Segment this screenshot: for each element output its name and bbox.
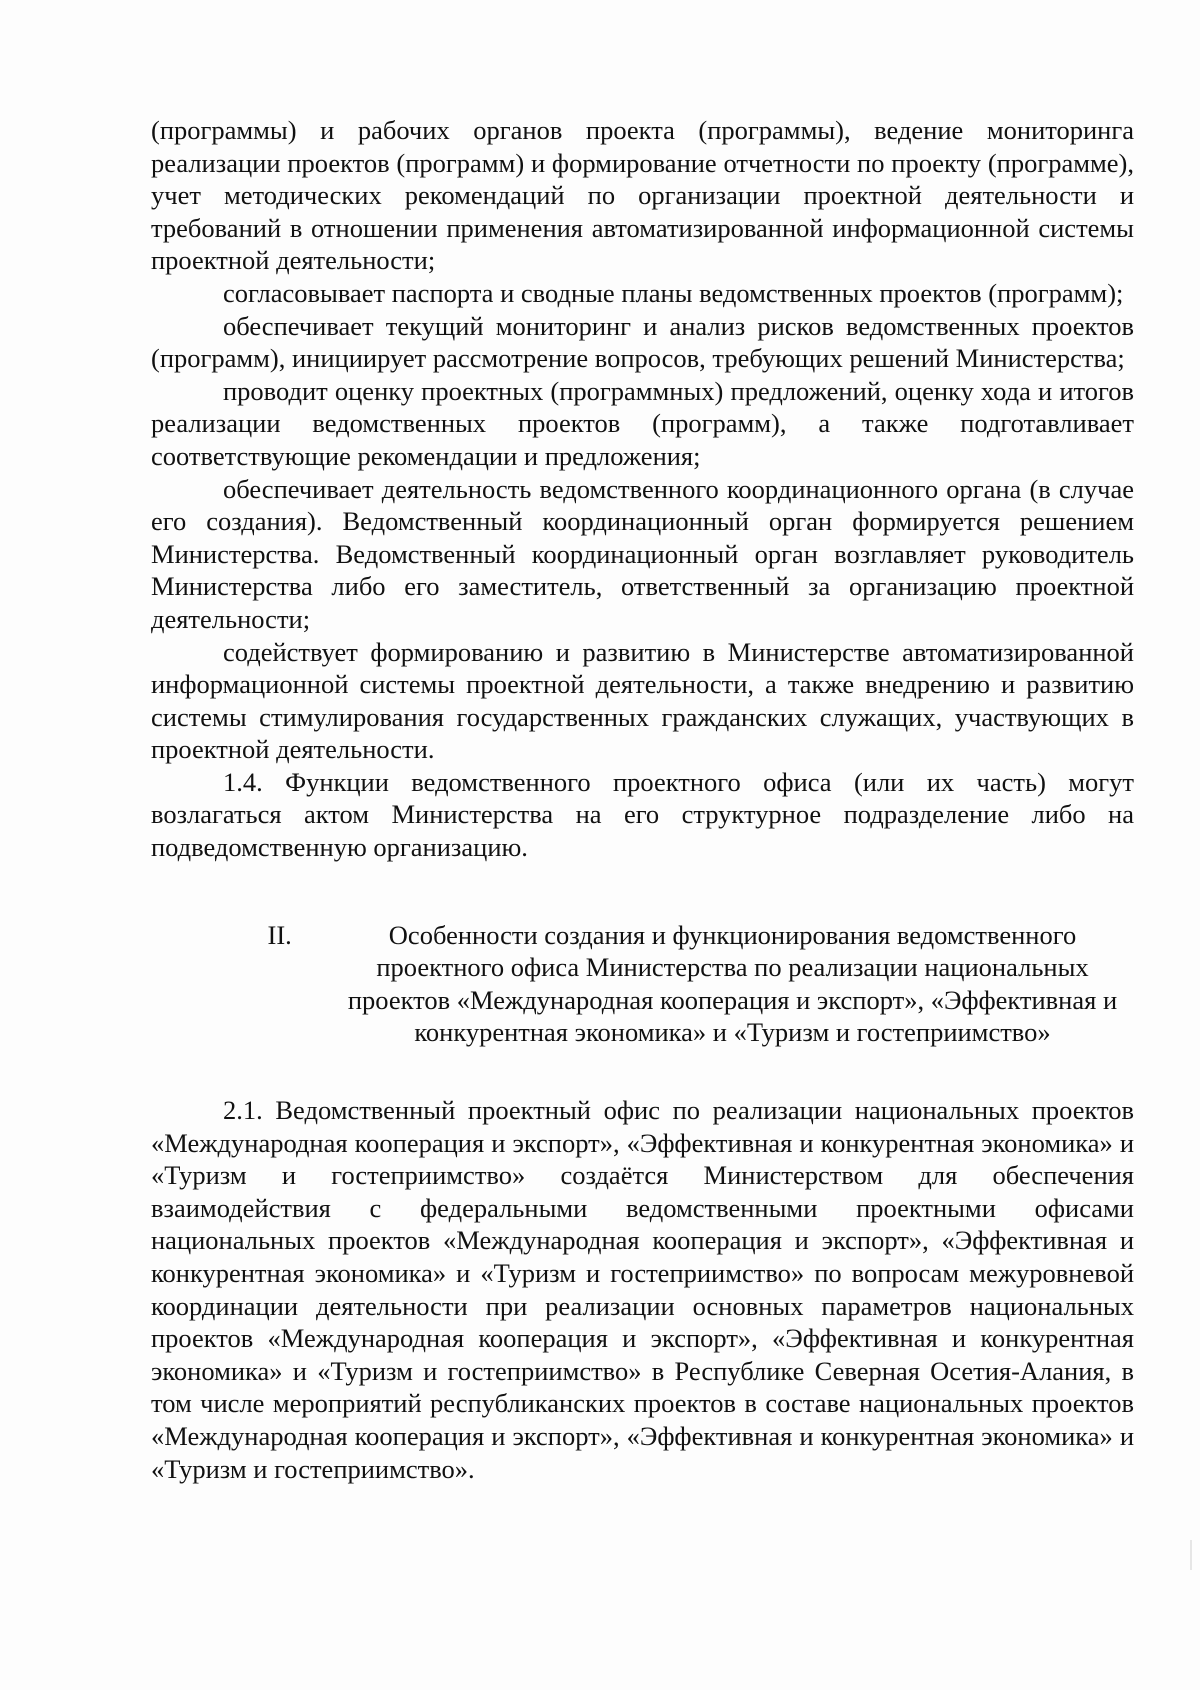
- paragraph: (программы) и рабочих органов проекта (программы), ведение мониторинга реализации проектов (программ) и формирование отчетности по проекту (программе), учет методических рекомендаций по организации проектной деятельности и требований в отношении применения автоматизированной информационной системы проектной деятельности;: [151, 115, 1134, 276]
- paragraph: 1.4. Функции ведомственного проектного офиса (или их часть) могут возлагаться актом Министерства на его структурное подразделение либо на подведомственную организацию.: [151, 766, 1134, 863]
- section-number: II.: [267, 919, 292, 950]
- paragraph: 2.1. Ведомственный проектный офис по реализации национальных проектов «Международная кооперация и экспорт», «Эффективная и конкурентная экономика» и «Туризм и гостеприимство» создаётся Министерством для обеспечения взаимодействия с федеральными ведомственными проектными офисами национальных проектов «Международная кооперация и экспорт», «Эффективная и конкурентная экономика» и «Туризм и гостеприимство» по вопросам межуровневой координации деятельности при реализации основных параметров национальных проектов «Международная кооперация и экспорт», «Эффективная и конкурентная экономика» и «Туризм и гостеприимство» в Республике Северная Осетия-Алания, в том числе мероприятий республиканских проектов в составе национальных проектов «Международная кооперация и экспорт», «Эффективная и конкурентная экономика» и «Туризм и гостеприимство».: [151, 1095, 1134, 1484]
- section-heading-inner: [158, 919, 1128, 1049]
- section-title: Особенности создания и функционирования ведомственного проектного офиса Министерства по реализации национальных проектов «Международная кооперация и экспорт», «Эффективная и конкурентная экономика» и «Туризм и гостеприимство»: [347, 919, 1118, 1048]
- scan-edge-mark: [1190, 1540, 1192, 1570]
- paragraph: содействует формированию и развитию в Министерстве автоматизированной информационной системы проектной деятельности, а также внедрению и развитию системы стимулирования государственных гражданских служащих, участвующих в проектной деятельности.: [151, 636, 1134, 765]
- document-body: [151, 114, 1134, 1485]
- paragraph: обеспечивает текущий мониторинг и анализ рисков ведомственных проектов (программ), инициирует рассмотрение вопросов, требующих решений Министерства;: [151, 310, 1134, 374]
- paragraph: согласовывает паспорта и сводные планы ведомственных проектов (программ);: [223, 277, 1124, 308]
- paragraph: обеспечивает деятельность ведомственного координационного органа (в случае его создания). Ведомственный координационный орган формируется решением Министерства. Ведомственный координационный орган возглавляет руководитель Министерства либо его заместитель, ответственный за организацию проектной деятельности;: [151, 473, 1134, 634]
- section-heading: [151, 919, 1134, 1049]
- paragraph: проводит оценку проектных (программных) предложений, оценку хода и итогов реализации ведомственных проектов (программ), а также подготавливает соответствующие рекомендации и предложения;: [151, 375, 1134, 471]
